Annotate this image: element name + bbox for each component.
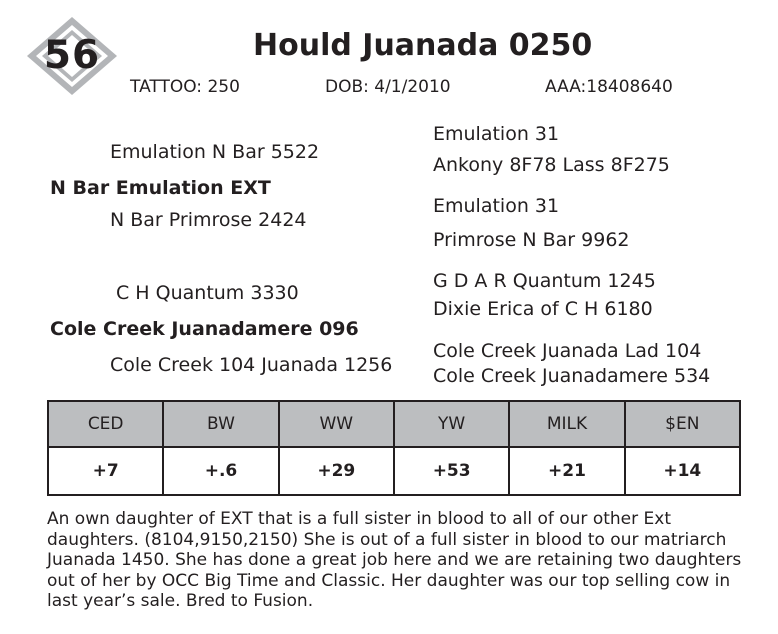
- tattoo-info: TATTOO: 250: [130, 77, 240, 97]
- epd-value-yw: +53: [394, 447, 509, 495]
- ggp-6: Dixie Erica of C H 6180: [433, 298, 653, 320]
- epd-header-ced: CED: [48, 401, 163, 447]
- lot-number: 56: [43, 33, 101, 78]
- epd-value-bw: +.6: [163, 447, 278, 495]
- ggp-4: Primrose N Bar 9962: [433, 229, 630, 251]
- epd-header-yw: YW: [394, 401, 509, 447]
- epd-header-row: [48, 401, 740, 447]
- ggp-2: Ankony 8F78 Lass 8F275: [433, 154, 670, 176]
- epd-value-ced: +7: [48, 447, 163, 495]
- epd-table: [47, 400, 741, 496]
- dam-dam: Cole Creek 104 Juanada 1256: [110, 354, 393, 376]
- ggp-7: Cole Creek Juanada Lad 104: [433, 340, 702, 362]
- ggp-3: Emulation 31: [433, 195, 560, 217]
- epd-value-ww: +29: [279, 447, 394, 495]
- epd-header-ww: WW: [279, 401, 394, 447]
- dob-info: DOB: 4/1/2010: [325, 77, 451, 97]
- dam-sire: C H Quantum 3330: [116, 282, 299, 304]
- sire: N Bar Emulation EXT: [50, 177, 271, 199]
- animal-name: Hould Juanada 0250: [253, 28, 593, 63]
- epd-value-en: +14: [625, 447, 740, 495]
- epd-value-milk: +21: [509, 447, 624, 495]
- epd-header-en: $EN: [625, 401, 740, 447]
- aaa-registration: AAA:18408640: [545, 77, 673, 97]
- ggp-5: G D A R Quantum 1245: [433, 270, 656, 292]
- epd-header-milk: MILK: [509, 401, 624, 447]
- ggp-8: Cole Creek Juanadamere 534: [433, 365, 711, 387]
- lot-description: An own daughter of EXT that is a full sister in blood to all of our other Ext daughters. (8104,9150,2150) She is out of a full sister in blood to our matriarch Juanada 1450. She has done a great job here and we are retaining two daughters out of her by OCC Big Time and Classic. Her daughter was our top selling cow in last year’s sale. Bred to Fusion.: [47, 509, 742, 611]
- dam: Cole Creek Juanadamere 096: [50, 318, 359, 340]
- ggp-1: Emulation 31: [433, 123, 560, 145]
- epd-value-row: [48, 447, 740, 495]
- sire-dam: N Bar Primrose 2424: [110, 209, 307, 231]
- lot-number-badge: [26, 16, 118, 96]
- epd-header-bw: BW: [163, 401, 278, 447]
- sire-sire: Emulation N Bar 5522: [110, 141, 320, 163]
